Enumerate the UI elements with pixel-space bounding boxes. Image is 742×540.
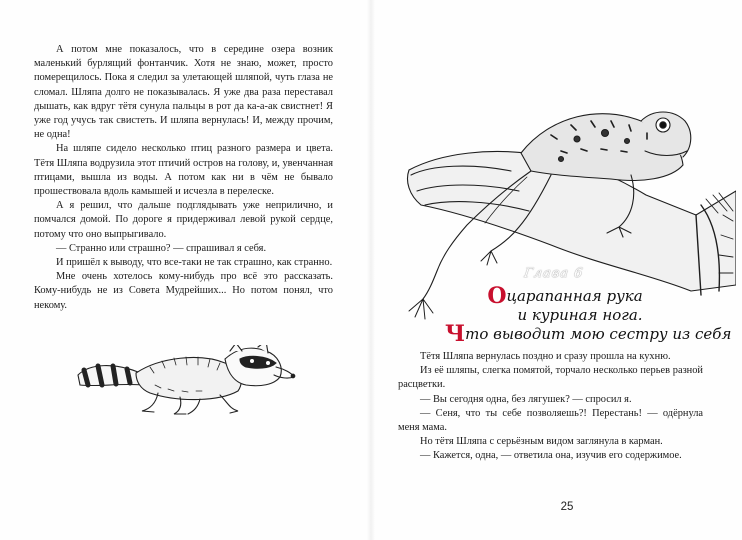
right-text-column <box>398 350 703 464</box>
paragraph: Из её шляпы, слегка помятой, торчало несколько перьев разной расцветки. <box>398 365 703 391</box>
raccoon-illustration <box>70 345 300 420</box>
paragraph: Тётя Шляпа вернулась поздно и сразу прошла на кухню. <box>420 351 671 362</box>
right-page <box>371 0 742 540</box>
paragraph: — Вы сегодня одна, без лягушек? — спросил я. <box>420 393 632 405</box>
paragraph: — Сеня, что ты себе позволяешь?! Перестань! — одёрнула меня мама. <box>398 407 703 434</box>
paragraph: И пришёл к выводу, что все-таки не так страшно, как странно. <box>56 257 333 269</box>
left-text-column <box>34 43 333 313</box>
chapter-title-text: царапанная рука <box>506 287 643 305</box>
paragraph: Но тётя Шляпа с серьёзным видом заглянула в карман. <box>420 436 663 448</box>
drop-cap: Ч <box>445 321 466 347</box>
chapter-title-line <box>445 283 715 309</box>
paragraph: Мне очень хотелось кому-нибудь про всё это рассказать. Кому-нибудь не из Совета Мудрейших... Но потом понял, что некому. <box>34 271 333 311</box>
chapter-number: Глава 6 <box>523 266 585 281</box>
chapter-title-line: и куриная нога. <box>517 306 643 324</box>
paragraph: А потом мне показалось, что в середине озера возник маленький бурлящий фонтанчик. Хотя не знаю, может, просто померещилось. Пока я следил за улетающей шляпой, чуть глаза не сломал. Шляпа долго не показывалась. Я уже два раза переставал дышать, как вдруг тётя сунула пальцы в рот да ка-а-ак свистнет! Я уже год учусь так свистеть. И шляпа вернулась! И, между прочим, не одна! <box>34 44 333 141</box>
paragraph: — Кажется, одна, — ответила она, изучив его содержимое. <box>420 450 682 462</box>
chapter-title-text: то выводит мою сестру из себя <box>465 325 732 343</box>
chapter-title <box>445 283 732 347</box>
page-number: 25 <box>560 501 574 513</box>
drop-cap: О <box>487 283 507 309</box>
paragraph: — Странно или страшно? — спрашивал я себя. <box>56 242 267 254</box>
chapter-title-line <box>445 321 732 347</box>
paragraph: На шляпе сидело несколько птиц разного размера и цвета. Тётя Шляпа водрузила этот птичий остров на голову, и, увенчанная птицами, вышла из воды. А потом как ни в чём не бывало прошествовала вдоль камышей и исчезла в перелеске. <box>34 143 334 198</box>
paragraph: А я решил, что дальше подглядывать уже неприлично, и помчался домой. По дороге я придерживал левой рукой сердце, потому что оно выпрыгивало. <box>34 200 333 240</box>
